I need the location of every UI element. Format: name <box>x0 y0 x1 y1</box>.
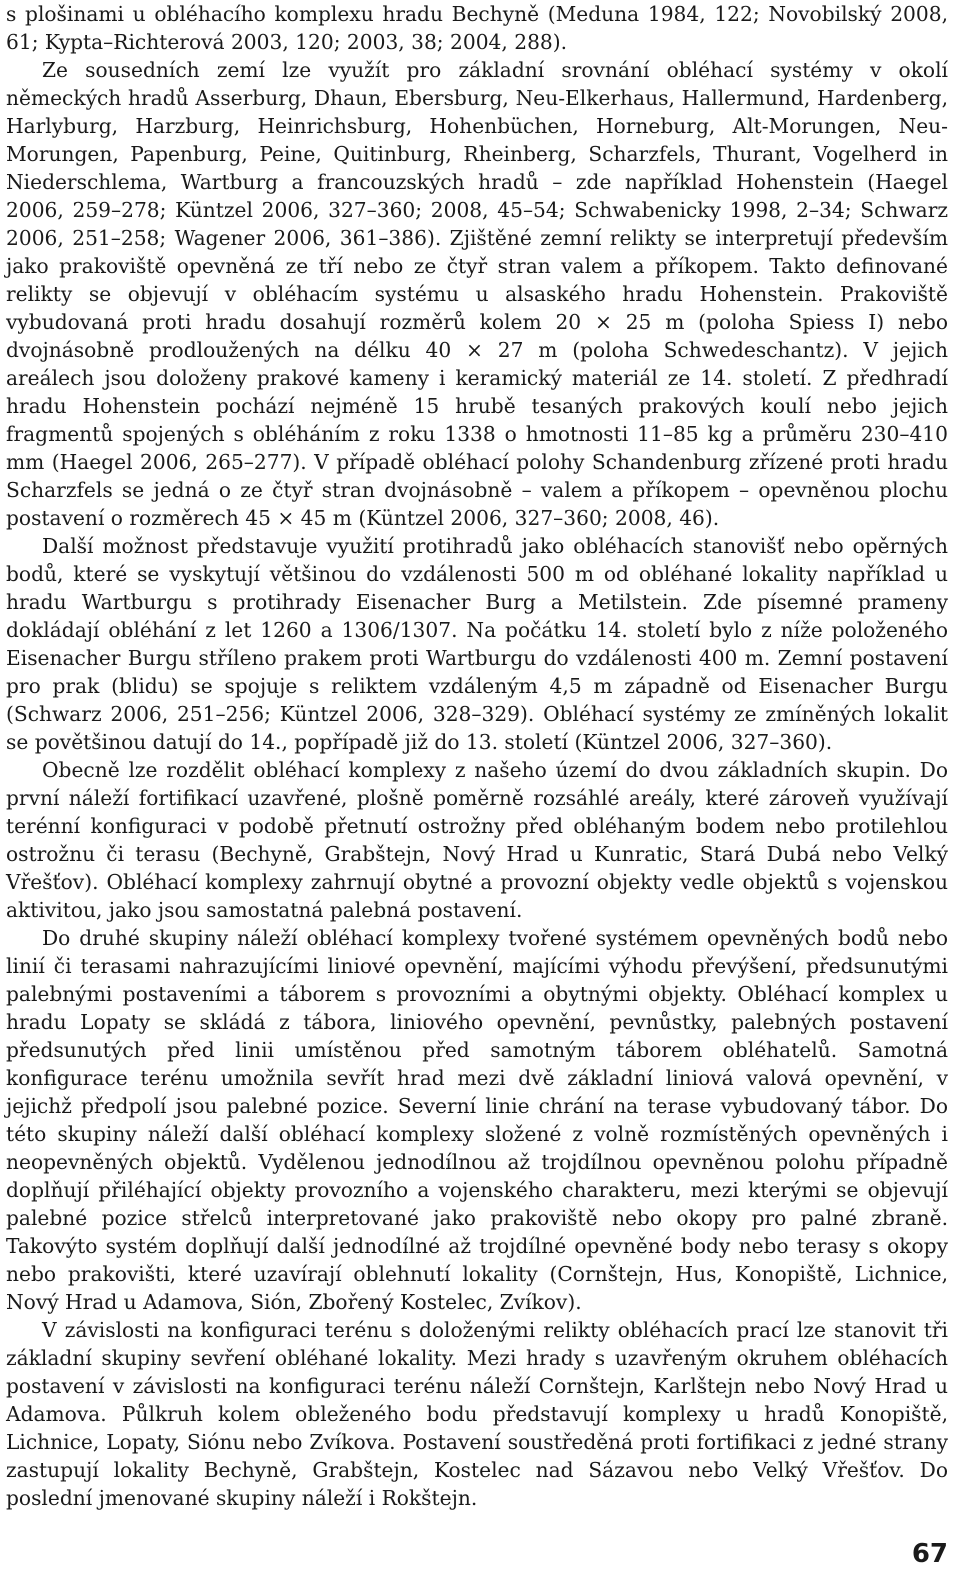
paragraph-counter-castles: Další možnost představuje využití protihradů jako obléhacích stanovišť nebo opěrných bodů, které se vyskytují většinou do vzdálenosti 500 m od obléhané lokality například u hradu Wartburgu s protihrady Eisenacher Burg a Metilstein. Zde písemné prameny dokládají obléhání z let 1260 a 1306/1307. Na počátku 14. století bylo z níže položeného Eisenacher Burgu stříleno prakem proti Wartburgu do vzdálenosti 400 m. Zemní postavení pro prak (blidu) se spojuje s reliktem vzdáleným 4,5 m západně od Eisenacher Burgu (Schwarz 2006, 251–256; Küntzel 2006, 328–329). Obléhací systémy ze zmíněných lokalit se povětšinou datují do 14., popřípadě již do 13. století (Küntzel 2006, 327–360). <box>6 534 948 754</box>
paragraph-first-group: Obecně lze rozdělit obléhací komplexy z našeho území do dvou základních skupin. Do první náleží fortifikací uzavřené, plošně poměrně rozsáhlé areály, které zároveň využívají terénní konfiguraci v podobě přetnutí ostrožny před obléhaným bodem nebo protilehlou ostrožnu či terasu (Bechyně, Grabštejn, Nový Hrad u Kunratic, Stará Dubá nebo Velký Vřešťov). Obléhací komplexy zahrnují obytné a provozní objekty vedle objektů s vojenskou aktivitou, jako jsou samostatná palebná postavení. <box>6 758 948 922</box>
paragraph-second-group: Do druhé skupiny náleží obléhací komplexy tvořené systémem opevněných bodů nebo linií či terasami nahrazujícími liniové opevnění, majícími výhodu převýšení, předsunutými palebnými postaveními a táborem s provozními a obytnými objekty. Obléhací komplex u hradu Lopaty se skládá z tábora, liniového opevnění, pevnůstky, palebných postavení předsunutých před linii umístěnou před samotným táborem obléhatelů. Samotná konfigurace terénu umožnila sevřít hrad mezi dvě základní liniová valová opevnění, v jejichž předpolí jsou palebné pozice. Severní linie chrání na terase vybudovaný tábor. Do této skupiny náleží další obléhací komplexy složené z volně rozmístěných opevněných i neopevněných objektů. Vydělenou jednodílnou až trojdílnou opevněnou polohu případně doplňují přiléhající objekty provozního a vojenského charakteru, mezi kterými se objevují palebné pozice střelců interpretované jako prakoviště nebo okopy pro palné zbraně. Takovýto systém doplňují další jednodílné až trojdílné opevněné body nebo terasy s okopy nebo prakovišti, které uzavírají oblehnutí lokality (Cornštejn, Hus, Konopiště, Lichnice, Nový Hrad u Adamova, Sión, Zbořený Kostelec, Zvíkov). <box>6 926 948 1314</box>
paragraph-continuation: s plošinami u obléhacího komplexu hradu Bechyně (Meduna 1984, 122; Novobilský 2008, 61; Kypta–Richterová 2003, 120; 2003, 38; 2004, 288). <box>6 2 948 54</box>
document-page <box>6 0 948 1512</box>
page-number: 67 <box>911 1539 948 1569</box>
paragraph-terrain-groups: V závislosti na konfiguraci terénu s doloženými relikty obléhacích prací lze stanovit tři základní skupiny sevření obléhané lokality. Mezi hrady s uzavřeným okruhem obléhacích postavení v závislosti na konfiguraci terénu náleží Cornštejn, Karlštejn nebo Nový Hrad u Adamova. Půlkruh kolem obleženého bodu představují komplexy u hradů Konopiště, Lichnice, Lopaty, Siónu nebo Zvíkova. Postavení soustředěná proti fortifikaci z jedné strany zastupují lokality Bechyně, Grabštejn, Kostelec nad Sázavou nebo Velký Vřešťov. Do poslední jmenované skupiny náleží i Rokštejn. <box>6 1318 948 1510</box>
paragraph-neighbouring-countries: Ze sousedních zemí lze využít pro základní srovnání obléhací systémy v okolí německých hradů Asserburg, Dhaun, Ebersburg, Neu-Elkerhaus, Hallermund, Hardenberg, Harlyburg, Harzburg, Heinrichsburg, Hohenbüchen, Horneburg, Alt-Morungen, Neu-Morungen, Papenburg, Peine, Quitinburg, Rheinberg, Scharzfels, Thurant, Vogelherd in Niederschlema, Wartburg a francouzských hradů – zde například Hohenstein (Haegel 2006, 259–278; Küntzel 2006, 327–360; 2008, 45–54; Schwabenicky 1998, 2–34; Schwarz 2006, 251–258; Wagener 2006, 361–386). Zjištěné zemní relikty se interpretují především jako prakoviště opevněná ze tří nebo ze čtyř stran valem a příkopem. Takto definované relikty se objevují v obléhacím systému u alsaského hradu Hohenstein. Prakoviště vybudovaná proti hradu dosahují rozměrů kolem 20 × 25 m (poloha Spiess I) nebo dvojnásobně prodloužených na délku 40 × 27 m (poloha Schwedeschantz). V jejich areálech jsou doloženy prakové kameny i keramický materiál ze 14. století. Z předhradí hradu Hohenstein pochází nejméně 15 hrubě tesaných prakových koulí nebo jejich fragmentů spojených s obléháním z roku 1338 o hmotnosti 11–85 kg a průměru 230–410 mm (Haegel 2006, 265–277). V případě obléhací polohy Schandenburg zřízené proti hradu Scharzfels se jedná o ze čtyř stran dvojnásobně – valem a příkopem – opevněnou plochu postavení o rozměrech 45 × 45 m (Küntzel 2006, 327–360; 2008, 46). <box>6 58 948 530</box>
